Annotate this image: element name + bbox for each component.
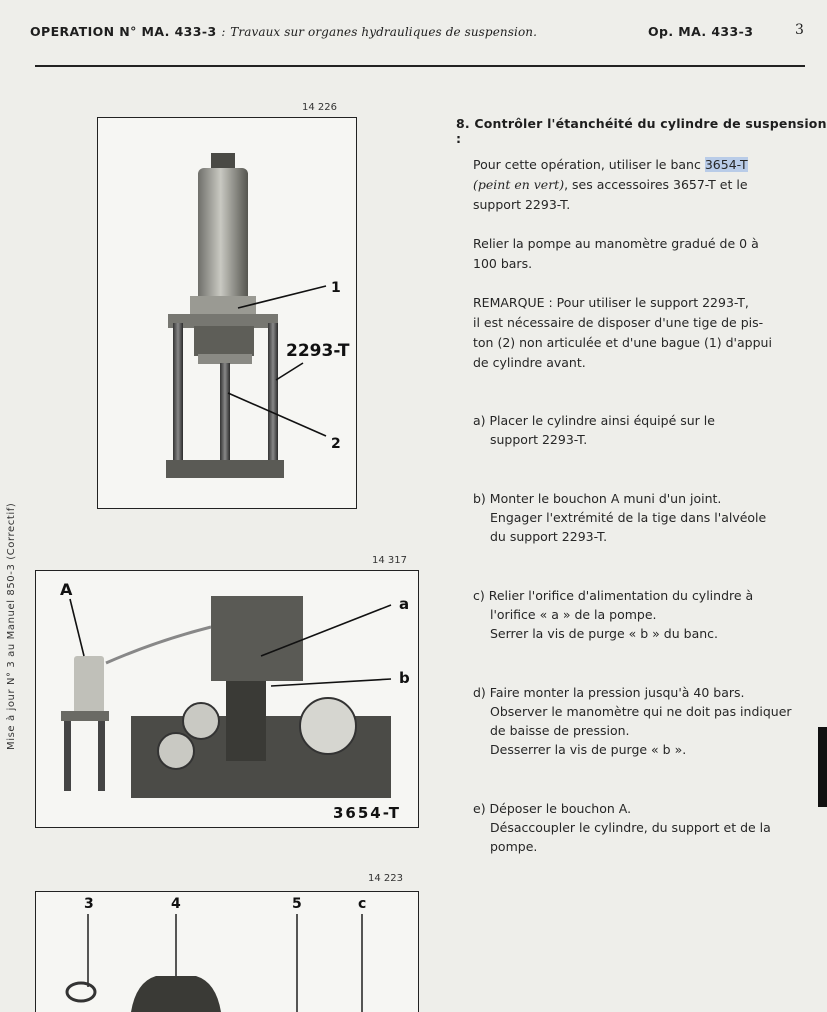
figure-3-photo xyxy=(35,891,419,1012)
step-d-line-3: de baisse de pression. xyxy=(490,723,630,738)
figure-1-number: 14 226 xyxy=(302,102,337,113)
remark-paragraph xyxy=(473,293,772,373)
figure-3-number: 14 223 xyxy=(368,873,403,884)
label-2293-t: 2293-T xyxy=(286,341,350,361)
remark-line-3: ton (2) non articulée et d'une bague (1) d'appui xyxy=(473,335,772,350)
label-3654-t: 3654-T xyxy=(333,804,402,822)
label-4: 4 xyxy=(171,896,181,912)
operation-title: OPERATION N° MA. 433-3 xyxy=(30,24,217,39)
label-5: 5 xyxy=(292,896,302,912)
figure-2-photo xyxy=(35,570,419,828)
relier-line-1: Relier la pompe au manomètre gradué de 0 à xyxy=(473,236,759,251)
intro-line-3: support 2293-T. xyxy=(473,197,571,212)
label-a-orifice: a xyxy=(399,595,410,613)
step-b xyxy=(473,489,766,546)
step-c-line-1: c) Relier l'orifice d'alimentation du cylindre à xyxy=(473,588,754,603)
figure-1-photo xyxy=(97,117,357,509)
figure-1-drawing xyxy=(98,118,356,508)
label-1: 1 xyxy=(331,280,341,296)
step-d xyxy=(473,683,792,759)
intro-line-2: , ses accessoires 3657-T et le xyxy=(564,177,748,192)
header-separator: : xyxy=(221,25,226,39)
figure-3-drawing xyxy=(36,892,418,1012)
step-b-line-1: b) Monter le bouchon A muni d'un joint. xyxy=(473,491,722,506)
step-e xyxy=(473,799,771,856)
intro-line-1: Pour cette opération, utiliser le banc xyxy=(473,157,701,172)
remark-line-2: il est nécessaire de disposer d'une tige de pis- xyxy=(473,315,764,330)
step-d-line-1: d) Faire monter la pression jusqu'à 40 bars. xyxy=(473,685,745,700)
step-a xyxy=(473,411,715,449)
remark-line-1: REMARQUE : Pour utiliser le support 2293-T, xyxy=(473,295,749,310)
operation-header xyxy=(30,24,537,39)
step-c-line-3: Serrer la vis de purge « b » du banc. xyxy=(490,626,718,641)
label-3: 3 xyxy=(84,896,94,912)
figure-2-number: 14 317 xyxy=(372,555,407,566)
remark-line-4: de cylindre avant. xyxy=(473,355,586,370)
step-d-line-4: Desserrer la vis de purge « b ». xyxy=(490,742,687,757)
relier-paragraph xyxy=(473,234,759,274)
step-d-line-2: Observer le manomètre qui ne doit pas indiquer xyxy=(490,704,792,719)
step-c xyxy=(473,586,753,643)
label-2: 2 xyxy=(331,436,341,452)
highlighted-reference: 3654-T xyxy=(704,157,748,172)
step-b-line-2: Engager l'extrémité de la tige dans l'alvéole xyxy=(490,510,767,525)
header-rule xyxy=(35,65,805,67)
label-b-screw: b xyxy=(399,669,410,687)
intro-italic: (peint en vert) xyxy=(473,177,565,192)
page-number: 3 xyxy=(795,22,804,38)
label-a-plug: A xyxy=(60,580,73,599)
relier-line-2: 100 bars. xyxy=(473,256,533,271)
side-tab-marker xyxy=(818,727,827,807)
label-c: c xyxy=(358,896,367,912)
step-a-line-1: a) Placer le cylindre ainsi équipé sur le xyxy=(473,413,715,428)
step-c-line-2: l'orifice « a » de la pompe. xyxy=(490,607,657,622)
intro-paragraph xyxy=(473,155,748,215)
step-b-line-3: du support 2293-T. xyxy=(490,529,608,544)
step-e-line-3: pompe. xyxy=(490,839,538,854)
section-heading: 8. Contrôler l'étanchéité du cylindre de suspension : xyxy=(456,116,827,146)
step-a-line-2: support 2293-T. xyxy=(490,432,588,447)
figure-2-drawing xyxy=(36,571,418,827)
operation-reference: Op. MA. 433-3 xyxy=(648,24,754,39)
step-e-line-2: Désaccoupler le cylindre, du support et de la xyxy=(490,820,771,835)
step-e-line-1: e) Déposer le bouchon A. xyxy=(473,801,632,816)
side-note: Mise à jour N° 3 au Manuel 850-3 (Correctif) xyxy=(6,502,17,750)
operation-subtitle: Travaux sur organes hydrauliques de suspension. xyxy=(230,25,538,39)
